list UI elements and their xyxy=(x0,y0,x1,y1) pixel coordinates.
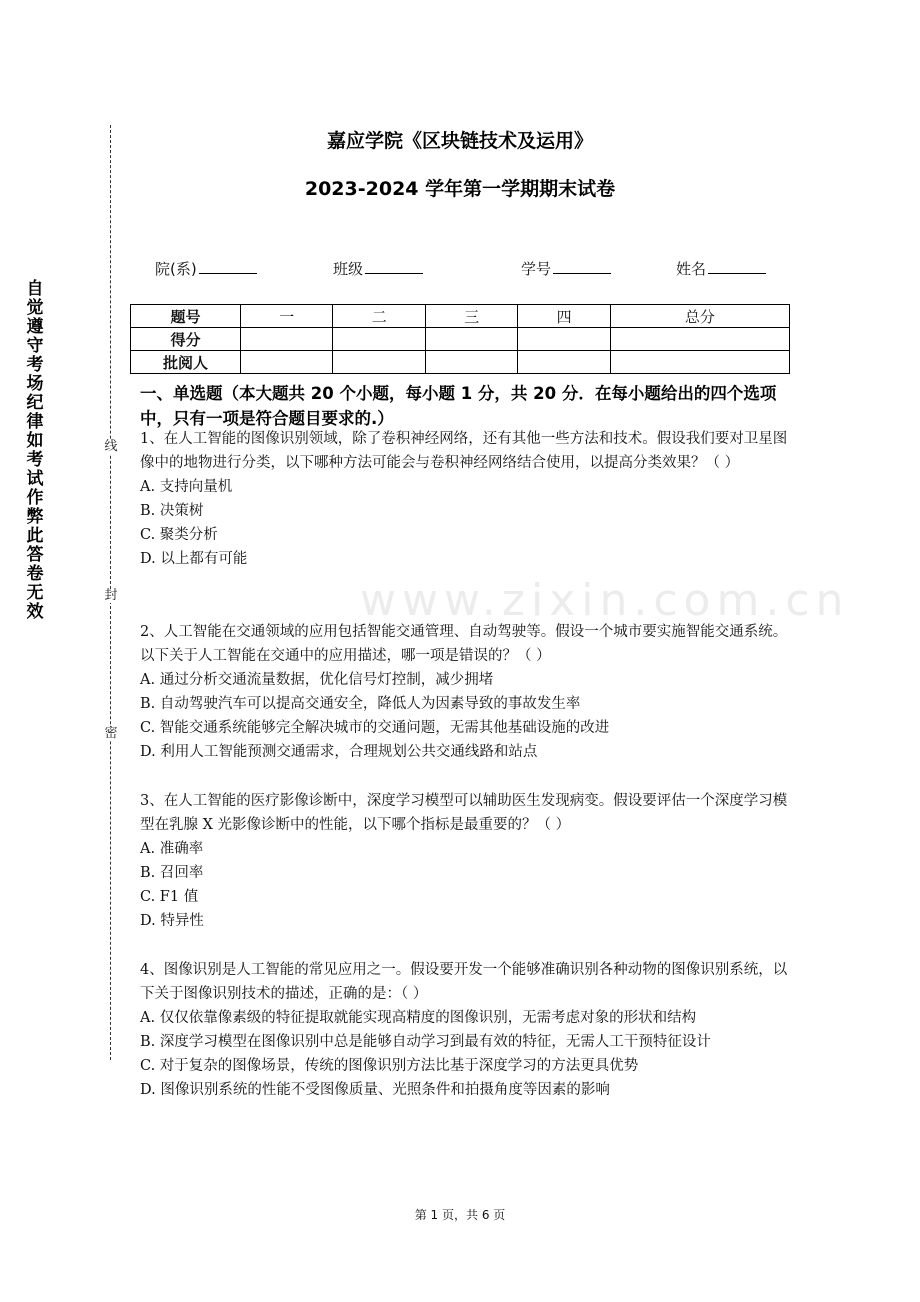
option-d[interactable]: D. 图像识别系统的性能不受图像质量、光照条件和拍摄角度等因素的影响 xyxy=(140,1082,610,1098)
option-b[interactable]: B. 决策树 xyxy=(140,503,204,519)
option-d[interactable]: D. 特异性 xyxy=(140,913,204,929)
exam-title-course: 嘉应学院《区块链技术及运用》 xyxy=(326,130,593,152)
binding-label-seal: 封 xyxy=(104,588,118,603)
option-c[interactable]: C. 智能交通系统能够完全解决城市的交通问题，无需其他基础设施的改进 xyxy=(140,720,610,736)
question-4 xyxy=(140,958,790,1102)
score-table-grader-row xyxy=(131,351,790,374)
question-stem: 4、图像识别是人工智能的常见应用之一。假设要开发一个能够准确识别各种动物的图像识别系统，以下关于图像识别技术的描述，正确的是：（ ） xyxy=(140,962,788,1002)
score-cell[interactable] xyxy=(425,328,517,351)
grader-cell[interactable] xyxy=(518,351,610,374)
section-title-single-choice: 一、单选题（本大题共 20 个小题，每小题 1 分，共 20 分．在每小题给出的四个选项中，只有一项是符合题目要求的.） xyxy=(140,384,777,428)
info-name[interactable] xyxy=(676,258,766,279)
score-header-cell: 总分 xyxy=(610,305,789,328)
score-cell[interactable] xyxy=(241,328,333,351)
info-class-blank[interactable] xyxy=(365,259,423,274)
score-header-cell: 四 xyxy=(518,305,610,328)
info-name-label: 姓名 xyxy=(676,260,707,278)
score-header-cell: 二 xyxy=(333,305,425,328)
option-c[interactable]: C. 聚类分析 xyxy=(140,527,218,543)
option-b[interactable]: B. 深度学习模型在图像识别中总是能够自动学习到最有效的特征，无需人工干预特征设计 xyxy=(140,1034,711,1050)
option-a[interactable]: A. 支持向量机 xyxy=(140,479,233,495)
watermark: www.zixin.com.cn xyxy=(360,575,850,626)
score-table-header-row xyxy=(131,305,790,328)
info-student-id-blank[interactable] xyxy=(553,259,611,274)
score-table xyxy=(130,304,790,374)
question-1 xyxy=(140,427,790,571)
option-b[interactable]: B. 自动驾驶汽车可以提高交通安全，降低人为因素导致的事故发生率 xyxy=(140,696,581,712)
info-student-id[interactable] xyxy=(521,258,611,279)
option-d[interactable]: D. 以上都有可能 xyxy=(140,551,248,567)
option-c[interactable]: C. F1 值 xyxy=(140,889,199,905)
option-a[interactable]: A. 准确率 xyxy=(140,841,204,857)
exam-discipline-notice: 自觉遵守考场纪律如考试作弊此答卷无效 xyxy=(26,279,44,622)
score-header-cell: 题号 xyxy=(131,305,241,328)
score-row-label: 批阅人 xyxy=(131,351,241,374)
grader-cell[interactable] xyxy=(333,351,425,374)
option-b[interactable]: B. 召回率 xyxy=(140,865,204,881)
score-table-score-row xyxy=(131,328,790,351)
info-student-id-label: 学号 xyxy=(521,260,552,278)
question-stem: 1、在人工智能的图像识别领域，除了卷积神经网络，还有其他一些方法和技术。假设我们要对卫星图像中的地物进行分类，以下哪种方法可能会与卷积神经网络结合使用，以提高分类效果？（ ） xyxy=(140,431,788,471)
option-a[interactable]: A. 通过分析交通流量数据，优化信号灯控制，减少拥堵 xyxy=(140,672,494,688)
question-3 xyxy=(140,789,790,933)
info-name-blank[interactable] xyxy=(708,259,766,274)
binding-label-line: 线 xyxy=(104,439,118,454)
grader-cell[interactable] xyxy=(241,351,333,374)
option-c[interactable]: C. 对于复杂的图像场景，传统的图像识别方法比基于深度学习的方法更具优势 xyxy=(140,1058,639,1074)
score-header-cell: 一 xyxy=(241,305,333,328)
student-info-row xyxy=(0,258,920,280)
page-number-footer: 第 1 页，共 6 页 xyxy=(414,1208,506,1222)
info-department[interactable] xyxy=(155,258,257,279)
option-a[interactable]: A. 仅仅依靠像素级的特征提取就能实现高精度的图像识别，无需考虑对象的形状和结构 xyxy=(140,1010,697,1026)
info-department-blank[interactable] xyxy=(199,259,257,274)
score-cell[interactable] xyxy=(333,328,425,351)
info-department-label: 院(系) xyxy=(155,260,197,278)
grader-cell[interactable] xyxy=(425,351,517,374)
score-header-cell: 三 xyxy=(425,305,517,328)
exam-title-term: 2023-2024 学年第一学期期末试卷 xyxy=(304,178,616,200)
info-class-label: 班级 xyxy=(333,260,364,278)
score-row-label: 得分 xyxy=(131,328,241,351)
info-class[interactable] xyxy=(333,258,423,279)
question-stem: 3、在人工智能的医疗影像诊断中，深度学习模型可以辅助医生发现病变。假设要评估一个深度学习模型在乳腺 X 光影像诊断中的性能，以下哪个指标是最重要的？（ ） xyxy=(140,793,788,833)
option-d[interactable]: D. 利用人工智能预测交通需求，合理规划公共交通线路和站点 xyxy=(140,744,538,760)
score-cell[interactable] xyxy=(518,328,610,351)
question-stem: 2、人工智能在交通领域的应用包括智能交通管理、自动驾驶等。假设一个城市要实施智能交通系统。以下关于人工智能在交通中的应用描述，哪一项是错误的？（ ） xyxy=(140,624,788,664)
score-cell[interactable] xyxy=(610,328,789,351)
question-2 xyxy=(140,620,790,764)
grader-cell[interactable] xyxy=(610,351,789,374)
binding-label-secret: 密 xyxy=(104,726,118,741)
